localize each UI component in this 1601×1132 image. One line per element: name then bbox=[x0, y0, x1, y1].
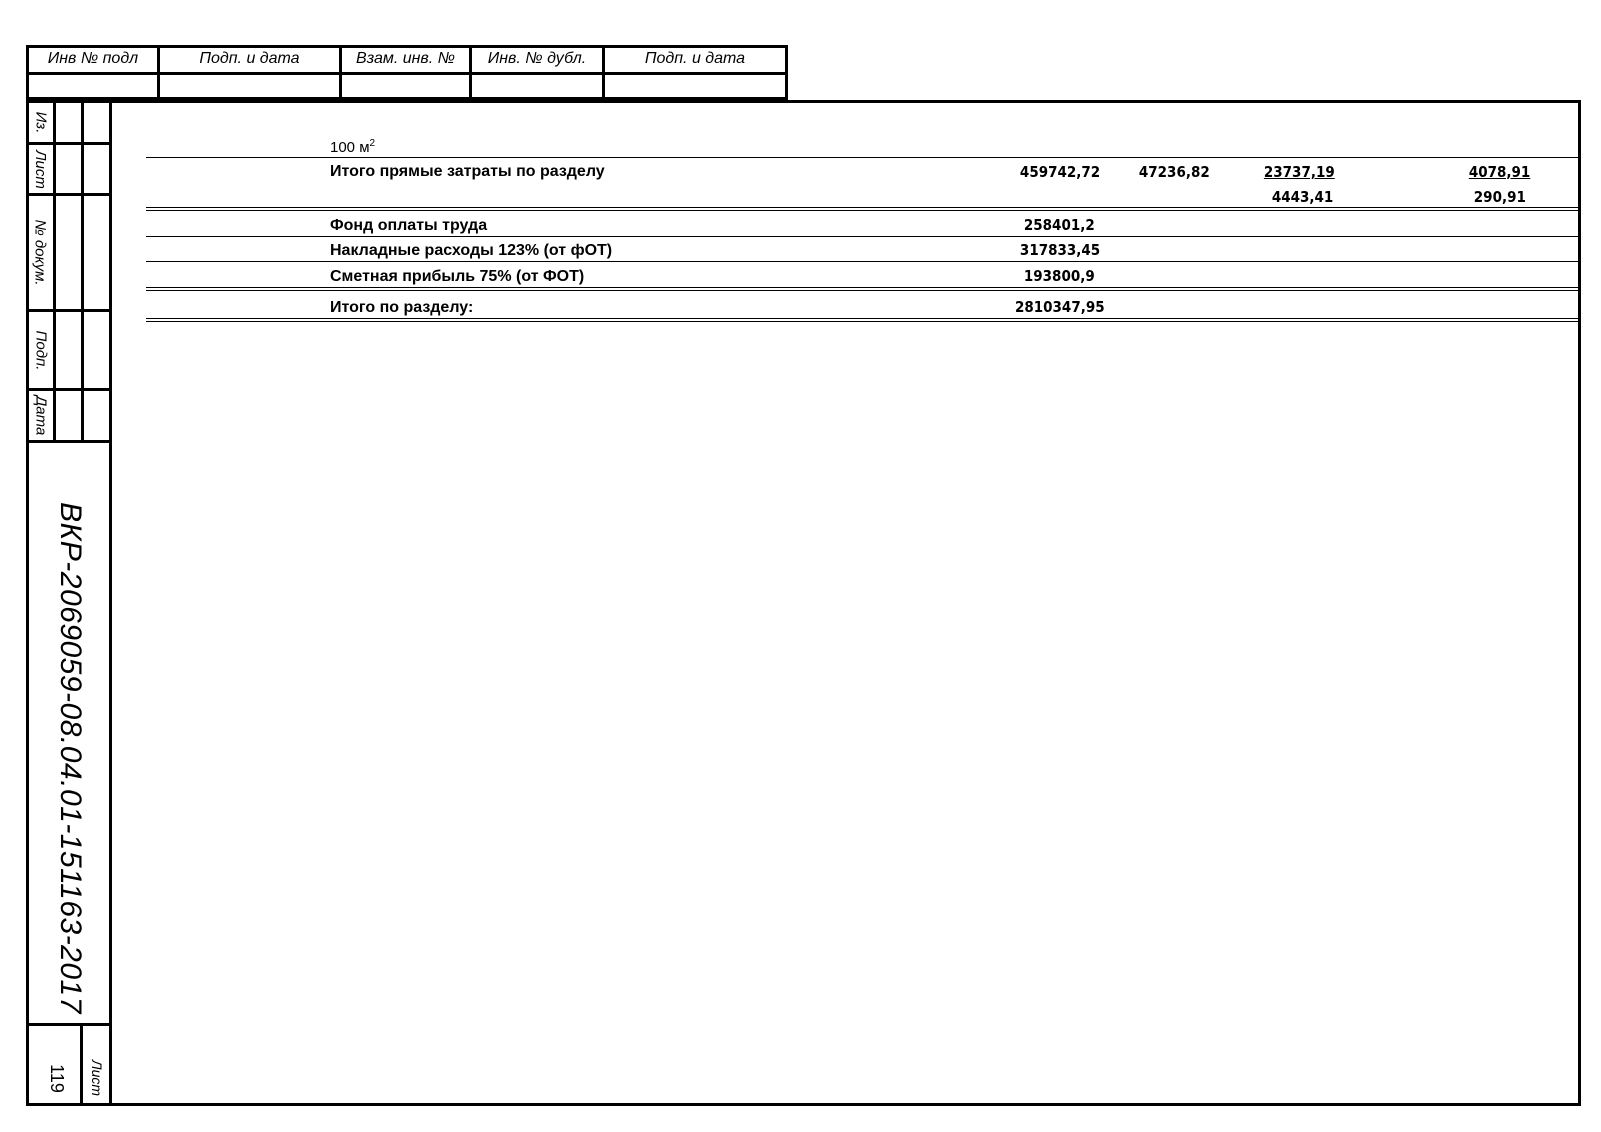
cost-table bbox=[146, 100, 1578, 340]
document-number: ВКР-2069059-08.04.01-151163-2017 bbox=[54, 502, 88, 1014]
sheet-number: 119 bbox=[46, 1063, 67, 1093]
stamp-header-inv-dubl: Инв. № дубл. bbox=[487, 50, 587, 67]
row-total: 193800,9 bbox=[1024, 267, 1095, 285]
row-label: Накладные расходы 123% (от фОТ) bbox=[330, 242, 613, 259]
row-total: 258401,2 bbox=[1024, 216, 1095, 234]
stamp-divider bbox=[29, 72, 785, 75]
side-label-podp: Подп. bbox=[32, 330, 49, 370]
side-label-list: Лист bbox=[32, 149, 49, 189]
stamp-header-podp-data-2: Подп. и дата bbox=[644, 50, 746, 67]
row-value-c4b: 290,91 bbox=[1473, 188, 1526, 206]
row-separator bbox=[146, 157, 1578, 158]
row-value-machines: 47236,82 bbox=[1139, 163, 1210, 181]
row-separator-double bbox=[146, 318, 1578, 322]
row-label: Сметная прибыль 75% (от ФОТ) bbox=[330, 268, 585, 285]
side-divider bbox=[26, 440, 112, 443]
row-value-c4: 4078,91 bbox=[1468, 163, 1530, 181]
row-value-c3: 23737,19 bbox=[1264, 163, 1335, 181]
stamp-table bbox=[26, 45, 788, 100]
row-value-c3b: 4443,41 bbox=[1271, 188, 1333, 206]
stamp-header-podp-data: Подп. и дата bbox=[199, 50, 300, 67]
stamp-header-inv-podl: Инв № подл bbox=[47, 50, 139, 67]
side-label-data: Дата bbox=[32, 395, 50, 436]
side-label-iz: Из. bbox=[32, 111, 49, 133]
side-divider bbox=[81, 100, 84, 443]
row-separator bbox=[146, 236, 1578, 237]
row-label: Фонд оплаты труда bbox=[330, 217, 488, 234]
stamp-header-vzam-inv: Взам. инв. № bbox=[356, 50, 455, 67]
row-total: 459742,72 bbox=[1019, 163, 1100, 181]
row-separator-double bbox=[146, 287, 1578, 291]
sheet-label: Лист bbox=[89, 1059, 106, 1097]
row-total: 2810347,95 bbox=[1015, 298, 1105, 316]
row-separator-double bbox=[146, 207, 1578, 211]
row-label: Итого по разделу: bbox=[330, 299, 474, 316]
unit-label: 100 $м^2$ bbox=[330, 138, 376, 156]
row-total: 317833,45 bbox=[1019, 241, 1100, 259]
row-label: Итого прямые затраты по разделу bbox=[330, 163, 605, 180]
row-separator bbox=[146, 261, 1578, 262]
side-label-n-dokum: № докум. bbox=[32, 219, 49, 286]
